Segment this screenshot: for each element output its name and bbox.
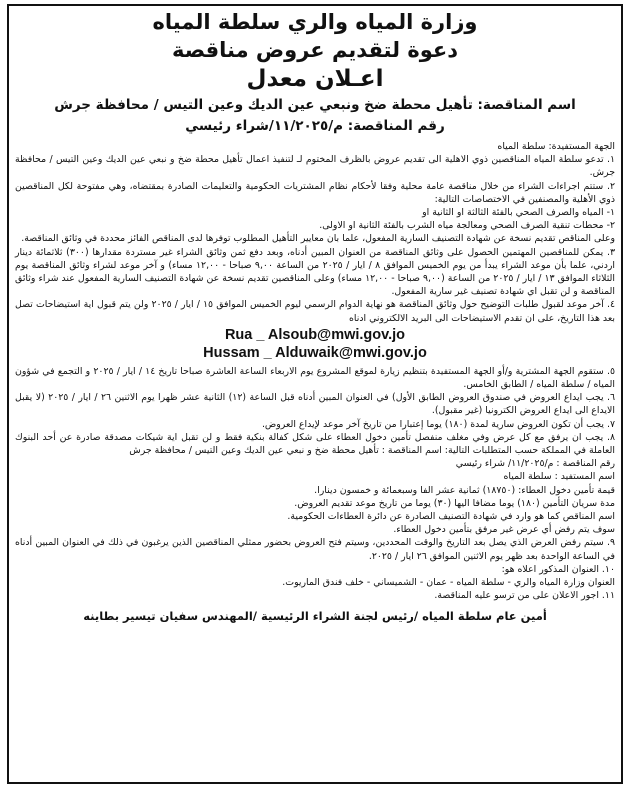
clause-8-bidder-name: اسم المناقص كما هو وارد في شهادة التصنيف الصادرة عن دائرة العطاءات الحكومية.: [287, 511, 615, 523]
clause-2-item-2: ٢- محطات تنقية الصرف الصحي ومعالجة مياه الشرب بالفئة الثانية او الاولى.: [319, 220, 615, 232]
clause-8: ٨. يجب ان يرفق مع كل عرض وفي مغلف منفصل تأمين دخول العطاء على شكل كفالة بنكية فقط و لن تقبل اية شيكات مصدقة صادرة عن أحد البنوك العاملة في المملكة حسب المتطلبات التالية: اسم المناقصة : تأهيل محطة ضخ و نبعي عين الديك وعين التيس / محافظة جرش: [15, 431, 615, 457]
clause-8-tender-number: رقم المناقصة : م/١١/٢٠٢٥/ شراء رئيسي: [455, 458, 615, 470]
clause-7: ٧. يجب أن تكون العروض سارية لمدة (١٨٠) يوما إعتبارا من تاريخ آخر موعد لإيداع العروض.: [261, 418, 615, 430]
clause-10-address: العنوان وزارة المياه والري - سلطة المياه - عمان - الشميساني - خلف فندق الماريوت.: [282, 577, 615, 589]
ministry-title: وزارة المياه والري سلطة المياه: [152, 10, 478, 34]
clause-5: ٥. ستقوم الجهة المشترية و/أو الجهة المستفيدة بتنظيم زيارة لموقع المشروع يوم الاربعاء الساعة العاشرة صباحا تاريخ ١٤ / ايار / ٢٠٢٥ و التجمع في شؤون المياه / سلطة المياه / الطابق الخامس.: [15, 365, 615, 391]
clarification-emails: [15, 326, 615, 362]
clause-2: ٢. ستتم اجراءات الشراء من خلال مناقصة عامة محلية وفقا لأحكام نظام المشتريات الحكومية والتعليمات الصادرة بمقتضاه، وهي مفتوحة لكل المناقصين ذوي الأهلية والمصنفين في الاختصاصات التالية:: [15, 180, 615, 205]
clause-10: ١٠. العنوان المذكور اعلاه هو:: [501, 563, 615, 575]
clause-3: ٣. يمكن للمناقصين المهتمين الحصول على وثائق المناقصة من العنوان المبين أدناه، وبعد دفع ثمن وثائق الشراء غير مستردة مقدارها (٣٠٠) ثلاثمائة دينار اردني، علما بأن موعد الشراء يبدأ من يوم الخميس الموافق ٨ / ايار / ٢٠٢٥ من الساعة ٩,٠٠ صباحا - ١٢,٠٠ مساء) و آخر موعد لشراء وثائق المناقصة يوم الثلاثاء الموافق ١٣ / ايار / ٢٠٢٥ من الساعة (٩,٠٠ صباحا - ١٢,٠٠ مساء) وعلى المناقصين تقديم نسخة عن شهادة التصنيف السارية المفعول عند شراء وثائق المناقصة و لن تقبل اي شهادة تصنيف غير سارية المفعول.: [15, 246, 615, 298]
clause-8-bond-validity: مدة سريان التأمين (١٨٠) يوما مضافا اليها (٣٠) يوما من تاريخ موعد تقديم العروض.: [294, 497, 615, 509]
clause-2-item-1: ١- المياه والصرف الصحي بالفئة الثالثة او الثانية او: [422, 207, 615, 219]
clause-4: ٤. آخر موعد لقبول طلبات التوضيح حول وثائق المناقصة هو نهاية الدوام الرسمي ليوم الخميس الموافق ١٥ / ايار / ٢٠٢٥ ولن يتم قبول اية استيضاحات تصل بعد هذا التاريخ، على ان تقدم الاستيضاحات الى البريد الالكتروني ادناه: [15, 299, 615, 324]
announcement-body: [15, 140, 615, 603]
clause-8-beneficiary: اسم المستفيد : سلطة المياه: [503, 471, 615, 483]
email-hussam[interactable]: Hussam _ Alduwaik@mwi.gov.jo: [203, 344, 427, 361]
clause-6: ٦. يجب ايداع العروض في صندوق العروض الطابق الأول) في العنوان المبين أدناه قبل الساعة (١٢) الثانية عشر ظهرا يوم الاثنين ٢٦ / ايار / ٢٠٢٥ (لا يقبل الايداع الى ايداع العروض الكترونيا (غير مقبول).: [15, 392, 616, 417]
beneficiary-line: الجهة المستفيدة: سلطة المياه: [497, 141, 615, 152]
clause-9: ٩. سيتم رفض العرض الذي يصل بعد التاريخ والوقت المحددين، وسيتم فتح العروض بحضور ممثلي المناقصين الذين يرغبون في ذلك في العنوان المبين أدناه في الساعة الواحدة بعد ظهر يوم الاثنين الموافق ٢٦ ايار / ٢٠٢٥.: [15, 537, 615, 562]
clause-2-note: وعلى المناقص تقديم نسخة عن شهادة التصنيف السارية المفعول، علما بان معايير التأهيل المطلوب توفرها لدى المناقص الفائز محددة في وثائق المناقصة.: [21, 233, 615, 245]
email-rua[interactable]: Rua _ Alsoub@mwi.gov.jo: [224, 326, 406, 343]
clause-1: ١. تدعو سلطة المياه المناقصين ذوي الاهلية الى تقديم عروض بالظرف المختوم لـ لتنفيذ اعمال تأهيل محطة ضخ و نبعي عين الديك وعين التيس / محافظة جرش.: [15, 154, 615, 179]
signature-line: أمين عام سلطة المياه /رئيس لجنة الشراء الرئيسية /المهندس سفيان تيسير بطاينه: [83, 608, 547, 623]
announcement-header: [15, 8, 615, 94]
clause-8-bond-value: قيمة تأمين دخول العطاء: (١٨٧٥٠) ثمانية عشر الفا وسبعمائة و خمسون دينارا.: [314, 484, 615, 496]
tender-name: اسم المناقصة: تأهيل محطة ضخ ونبعي عين الديك وعين التيس / محافظة جرش: [54, 97, 576, 113]
amended-notice-title: اعـلان معدل: [246, 66, 384, 92]
invitation-title: دعوة لتقديم عروض مناقصة: [171, 38, 459, 62]
clause-11: ١١. اجور الاعلان على من ترسو عليه المناقصة.: [434, 590, 615, 602]
tender-announcement: [7, 4, 623, 784]
tender-number: رقم المناقصة: م/١١/٢٠٢٥/شراء رئيسي: [185, 118, 445, 134]
clause-8-rejection: سوف يتم رفض أي عرض غير مرفق بتأمين دخول العطاء.: [393, 524, 615, 536]
